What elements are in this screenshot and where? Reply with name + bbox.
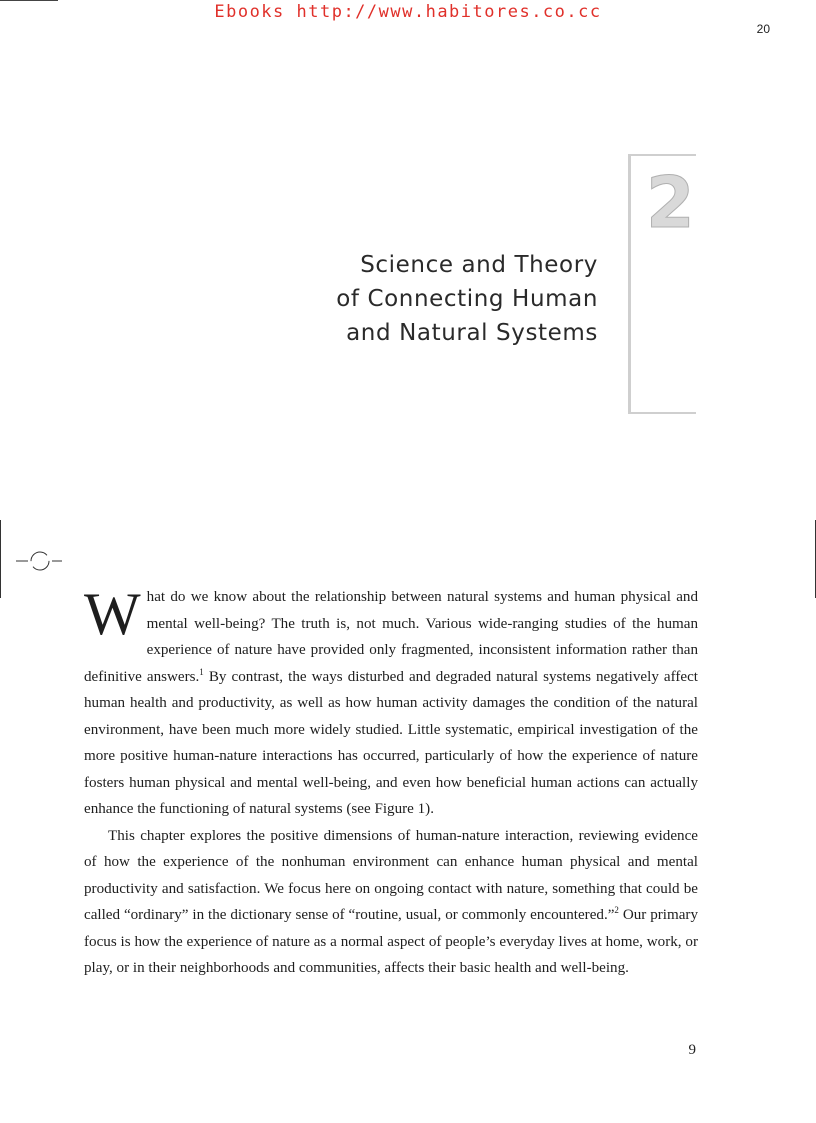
chapter-title-line: Science and Theory [360,252,598,278]
chapter-title-line: of Connecting Human [336,286,598,312]
crop-mark-icon [16,549,62,573]
footnote-ref-1[interactable]: 1 [199,666,204,677]
paragraph-2-text: This chapter explores the positive dimensions of human-nature interaction, reviewing evidence of how the experience of the nonhuman environment can enhance human physical and mental productivity and satisfaction. We focus here on ongoing contact with nature, something that could be called “ordinary” in the dictionary sense of “routine, usual, or commonly encountered.” [84,827,698,923]
footnote-ref-2[interactable]: 2 [614,904,619,915]
chapter-title-line: and Natural Systems [346,320,598,346]
paragraph-1-text: hat do we know about the relationship between natural systems and human physical and mental well-being? The truth is, not much. Various wide-ranging studies of the human experience of nature have provided only fragmented, inconsistent information rather than definitive answers. [84,589,698,685]
drop-cap: W [84,581,141,647]
top-page-number: 20 [756,22,770,36]
body-text [84,581,698,982]
chapter-number: 2 [646,162,695,244]
ebook-banner: Ebooks http://www.habitores.co.cc [214,2,602,22]
margin-line-left [0,520,1,598]
paragraph-2-text-cont: Our primary focus is how the experience of nature as a normal aspect of people’s everyday lives at home, work, or play, or in their neighborhoods and communities, affects their basic health and well-being. [84,907,698,976]
paragraph-1 [84,581,698,823]
top-rule [0,0,58,1]
paragraph-1-text-cont: By contrast, the ways disturbed and degraded natural systems negatively affect human health and productivity, as well as how human activity damages the condition of the natural environment, have been much more widely studied. Little systematic, empirical investigation of the more positive human-nature interactions has occurred, particularly of how the experience of nature fosters human physical and mental well-being, and even how beneficial human actions can actually enhance the functioning of natural systems (see Figure 1). [84,668,698,817]
paragraph-2 [84,823,698,982]
page-number: 9 [688,1042,696,1058]
chapter-title [336,248,598,350]
